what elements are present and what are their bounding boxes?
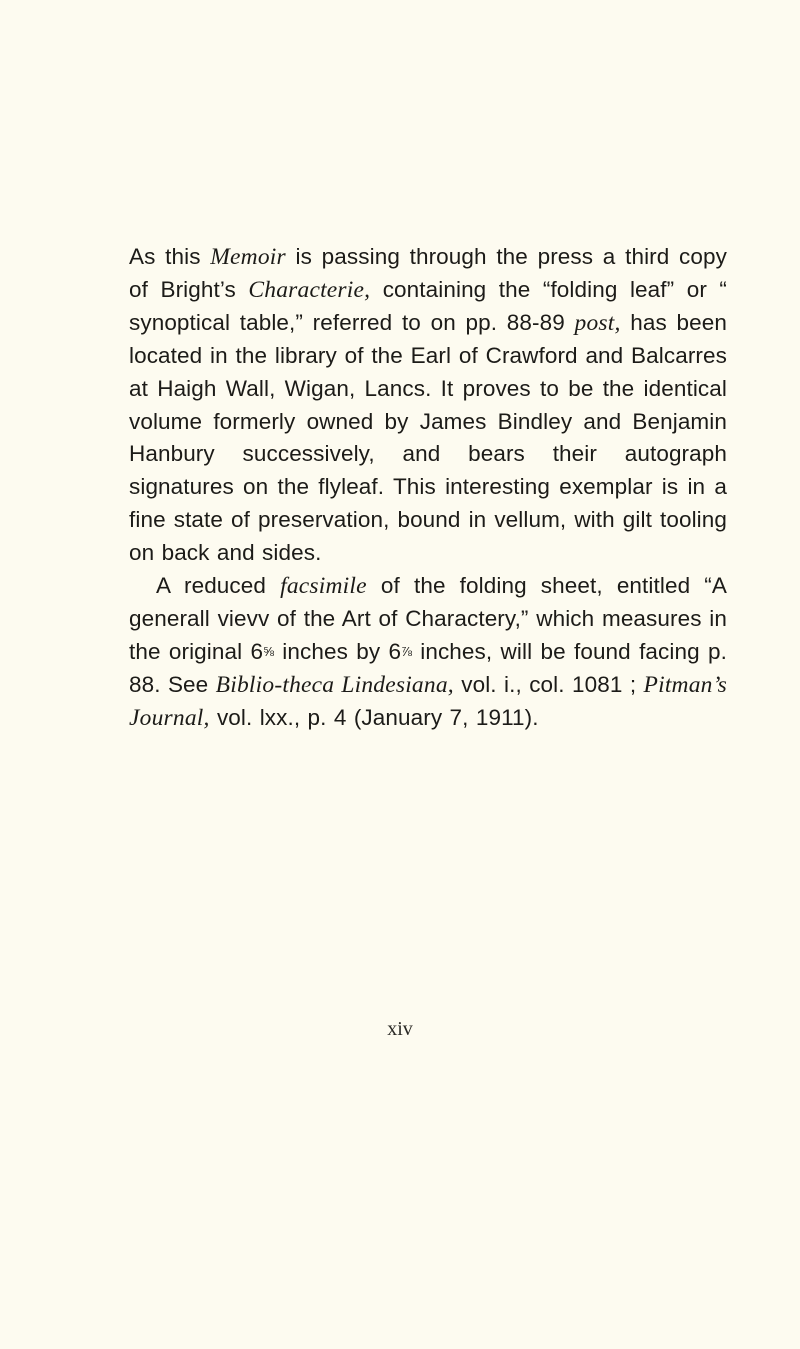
- text-run: inches, will be found facing p. 88. See: [129, 638, 727, 697]
- italic-title-memoir: Memoir: [210, 244, 286, 270]
- fraction-seven-eighths: ⅞: [401, 643, 412, 659]
- text-run: A reduced: [156, 573, 281, 599]
- text-run: vol. lxx., p. 4 (January 7, 1911).: [209, 704, 539, 730]
- text-run: of the folding sheet, entitled “A generall vievv of the Art of Charactery,” which measures in the original 6: [129, 573, 727, 664]
- italic-title-bibliotheca: Biblio-theca Lindesiana,: [215, 671, 454, 698]
- paragraph-facsimile-note: [129, 570, 727, 735]
- italic-word-facsimile: facsimile: [280, 573, 367, 600]
- text-run: is passing through the press a third copy of Bright’s: [129, 244, 727, 302]
- italic-word-post: post,: [574, 309, 621, 336]
- page-number: xiv: [387, 1018, 413, 1040]
- text-run: As this: [129, 244, 211, 269]
- text-run: inches by 6: [273, 638, 402, 664]
- italic-title-pitmans-journal: Pitman’s Journal,: [129, 671, 727, 731]
- text-run: has been located in the library of the Earl of Crawford and Balcarres at Haigh Wall, Wigan, Lancs. It proves to be the identical volume formerly owned by James Bindley and Benjamin Hanbury successively, and bears their autograph signatures on the flyleaf. This interesting exemplar is in a fine state of preservation, bound in vellum, with gilt tooling on back and sides.: [129, 309, 727, 566]
- paragraph-memoir-note: [129, 241, 727, 570]
- fraction-five-eighths: ⅝: [263, 643, 274, 659]
- body-text: [129, 241, 727, 735]
- text-run: containing the “folding leaf” or “ synoptical table,” referred to on pp. 88-89: [129, 276, 727, 335]
- italic-title-characterie: Characterie,: [248, 276, 371, 303]
- text-run: vol. i., col. 1081 ;: [453, 671, 644, 697]
